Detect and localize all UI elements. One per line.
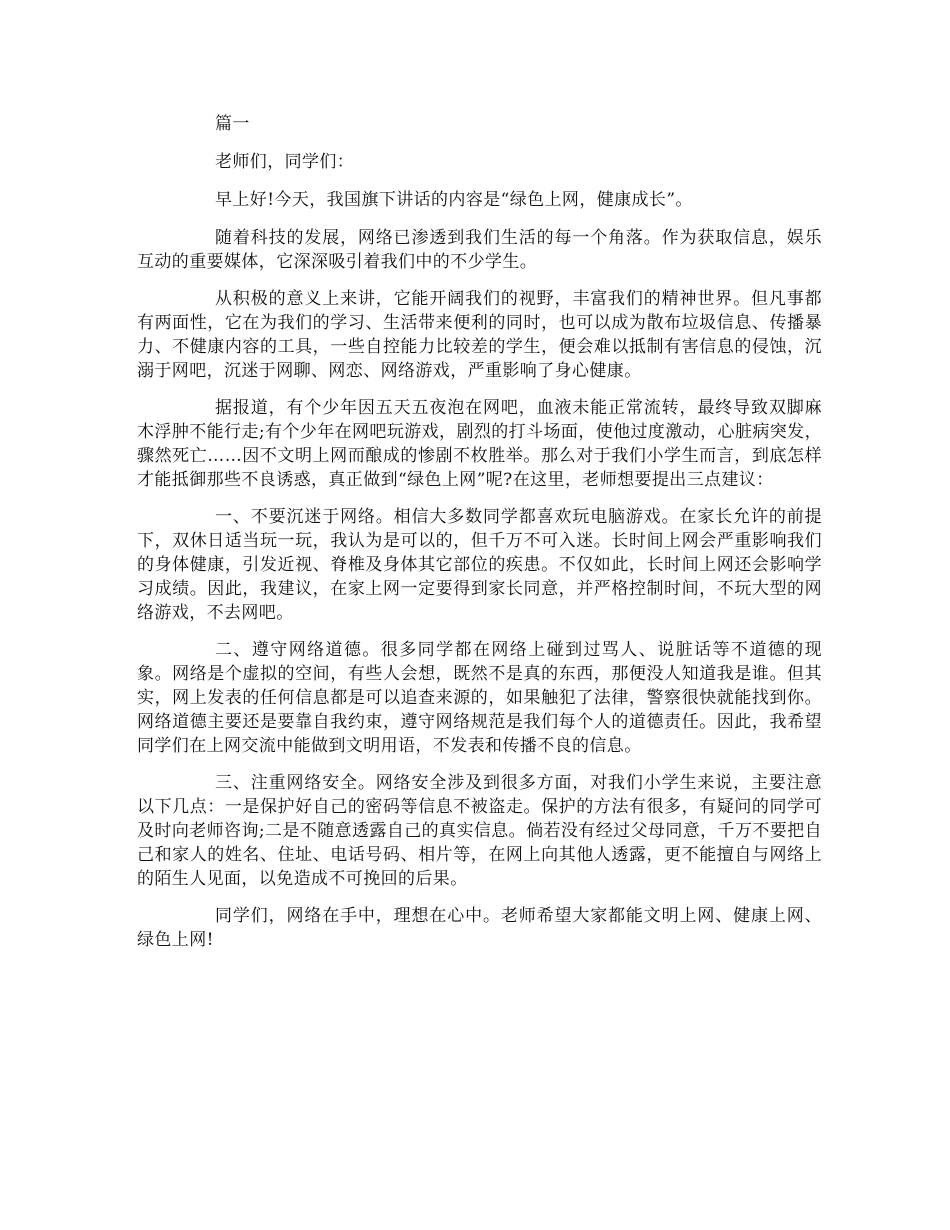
closing-paragraph: 同学们，网络在手中，理想在心中。老师希望大家都能文明上网、健康上网、绿色上网! xyxy=(137,906,822,950)
document-body xyxy=(137,112,822,965)
news-report-paragraph: 据报道，有个少年因五天五夜泡在网吧，血液未能正常流转，最终导致双脚麻木浮肿不能行走;有个少年在网吧玩游戏，剧烈的打斗场面，使他过度激动，心脏病突发，骤然死亡……因不文明上网而酿成的惨剧不枚胜举。那么对于我们小学生而言，到底怎样才能抵御那些不良诱惑，真正做到“绿色上网”呢?在这里，老师想要提出三点建议： xyxy=(137,398,822,490)
suggestion-one-paragraph: 一、不要沉迷于网络。相信大多数同学都喜欢玩电脑游戏。在家长允许的前提下，双休日适当玩一玩，我认为是可以的，但千万不可入迷。长时间上网会严重影响我们的身体健康，引发近视、脊椎及身体其它部位的疾患。不仅如此，长时间上网还会影响学习成绩。因此，我建议，在家上网一定要得到家长同意，并严格控制时间，不玩大型的网络游戏，不去网吧。 xyxy=(137,507,822,623)
intro-paragraph: 随着科技的发展，网络已渗透到我们生活的每一个角落。作为获取信息，娱乐互动的重要媒体，它深深吸引着我们中的不少学生。 xyxy=(137,228,822,272)
greeting-paragraph: 早上好!今天，我国旗下讲话的内容是“绿色上网，健康成长”。 xyxy=(215,190,693,210)
suggestion-three-paragraph: 三、注重网络安全。网络安全涉及到很多方面，对我们小学生来说，主要注意以下几点：一是保护好自己的密码等信息不被盗走。保护的方法有很多，有疑问的同学可及时向老师咨询;二是不随意透露自己的真实信息。倘若没有经过父母同意，千万不要把自己和家人的姓名、住址、电话号码、相片等，在网上向其他人透露，更不能擅自与网络上的陌生人见面，以免造成不可挽回的后果。 xyxy=(137,773,822,889)
salutation: 老师们，同学们： xyxy=(215,152,355,172)
two-sides-paragraph: 从积极的意义上来讲，它能开阔我们的视野，丰富我们的精神世界。但凡事都有两面性，它在为我们的学习、生活带来便利的同时，也可以成为散布垃圾信息、传播暴力、不健康内容的工具，一些自控能力比较差的学生，便会难以抵制有害信息的侵蚀，沉溺于网吧，沉迷于网聊、网恋、网络游戏，严重影响了身心健康。 xyxy=(137,289,822,381)
suggestion-two-paragraph: 二、遵守网络道德。很多同学都在网络上碰到过骂人、说脏话等不道德的现象。网络是个虚拟的空间，有些人会想，既然不是真的东西，那便没人知道我是谁。但其实，网上发表的任何信息都是可以追查来源的，如果触犯了法律，警察很快就能找到你。网络道德主要还是要靠自我约束，遵守网络规范是我们每个人的道德责任。因此，我希望同学们在上网交流中能做到文明用语，不发表和传播不良的信息。 xyxy=(137,640,822,756)
section-heading: 篇一 xyxy=(215,114,250,134)
